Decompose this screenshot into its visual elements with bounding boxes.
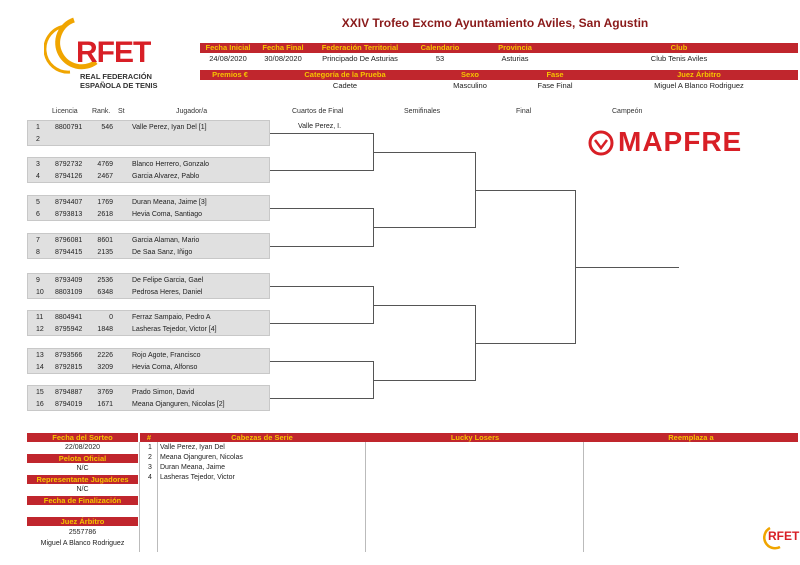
qf-winner-1: Valle Perez, I. — [298, 123, 342, 130]
player-row — [27, 350, 270, 362]
divider — [583, 442, 584, 552]
representante-value: N/C — [76, 486, 89, 493]
player-name: Hevia Coma, Alfonso — [132, 364, 198, 371]
representante-header: Representante Jugadores — [27, 475, 138, 484]
player-licencia: 8800791 — [55, 124, 83, 131]
logo-line2: ESPAÑOLA DE TENIS — [80, 81, 158, 90]
player-licencia: 8794407 — [55, 199, 83, 206]
value-fecha-inicial: 24/08/2020 — [209, 54, 247, 63]
col-campeon: Campeón — [612, 108, 643, 115]
player-rank: 1769 — [97, 199, 113, 206]
value-juez: Miguel A Blanco Rodriguez — [654, 81, 744, 90]
bracket-line — [373, 227, 475, 228]
header-club: Club — [670, 43, 688, 52]
player-rank: 6348 — [97, 289, 113, 296]
player-row — [27, 235, 270, 247]
player-licencia: 8793813 — [55, 211, 83, 218]
info-header-row-2 — [200, 70, 798, 80]
player-licencia: 8792815 — [55, 364, 83, 371]
header-federacion: Federación Territorial — [321, 43, 399, 52]
header-categoria: Categoría de la Prueba — [304, 70, 386, 79]
seed-number: 3 — [148, 464, 152, 471]
player-licencia: 8793566 — [55, 352, 83, 359]
seed-row — [140, 443, 350, 453]
player-name: Lasheras Tejedor, Victor [4] — [132, 326, 217, 333]
seed-name: Lasheras Tejedor, Victor — [160, 474, 235, 481]
player-row — [27, 362, 270, 374]
hash-header: # — [140, 433, 158, 442]
player-name: Valle Perez, Iyan Del [1] — [132, 124, 207, 131]
player-licencia: 8794019 — [55, 401, 83, 408]
juez-header: Juez Árbitro — [27, 517, 138, 526]
player-rank: 0 — [109, 314, 113, 321]
player-licencia: 8803109 — [55, 289, 83, 296]
player-name: Hevia Coma, Santiago — [132, 211, 203, 218]
player-number: 3 — [36, 161, 40, 168]
player-number: 7 — [36, 237, 40, 244]
value-fecha-final: 30/08/2020 — [264, 54, 302, 63]
bracket-line — [575, 267, 679, 268]
juez-name: Miguel A Blanco Rodriguez — [40, 540, 125, 547]
col-jugador: Jugador/a — [176, 108, 208, 115]
player-row — [27, 287, 270, 299]
seed-row — [140, 463, 350, 473]
player-rank: 8601 — [97, 237, 113, 244]
player-row — [27, 197, 270, 209]
header-fase: Fase — [546, 70, 564, 79]
reemplaza-header: Reemplaza a — [584, 433, 798, 442]
player-number: 15 — [36, 389, 44, 396]
player-row — [27, 312, 270, 324]
header-fecha-final: Fecha Final — [262, 43, 304, 52]
small-logo-text: RFET — [768, 529, 800, 543]
bracket-line — [270, 286, 373, 287]
bracket-line — [270, 398, 373, 399]
lucky-header: Lucky Losers — [366, 433, 584, 442]
player-rank: 546 — [101, 124, 113, 131]
mapfre-logo — [588, 128, 783, 160]
player-number: 5 — [36, 199, 40, 206]
seed-row — [140, 453, 350, 463]
bracket-line — [373, 380, 475, 381]
page-title: XXIV Trofeo Excmo Ayuntamiento Aviles, San Agustin — [341, 16, 649, 30]
player-name: Blanco Herrero, Gonzalo — [132, 161, 210, 168]
pelota-header: Pelota Oficial — [27, 454, 138, 463]
player-name: Garcia Alaman, Mario — [132, 237, 200, 244]
bracket-line — [373, 305, 475, 306]
player-rank: 2135 — [97, 249, 113, 256]
player-number: 12 — [36, 326, 44, 333]
player-licencia: 8793409 — [55, 277, 83, 284]
player-number: 4 — [36, 173, 40, 180]
col-cuartos: Cuartos de Final — [292, 108, 344, 115]
player-row — [27, 324, 270, 336]
header-provincia: Provincia — [498, 43, 532, 52]
seed-number: 1 — [148, 444, 152, 451]
player-rank: 3769 — [97, 389, 113, 396]
player-number: 11 — [36, 314, 44, 321]
player-licencia: 8796081 — [55, 237, 83, 244]
player-row — [27, 171, 270, 183]
player-row — [27, 134, 270, 146]
fecha-sorteo-header: Fecha del Sorteo — [27, 433, 138, 442]
seed-number: 2 — [148, 454, 152, 461]
seed-name: Meana Ojanguren, Nicolas — [160, 454, 243, 461]
player-row — [27, 122, 270, 134]
player-row — [27, 159, 270, 171]
seed-name: Valle Perez, Iyan Del — [160, 444, 225, 451]
player-number: 8 — [36, 249, 40, 256]
logo-text: RFET — [76, 36, 151, 69]
juez-id: 2557786 — [68, 529, 97, 536]
player-name: De Felipe Garcia, Gael — [132, 277, 204, 284]
header-premios: Premios € — [212, 70, 248, 79]
divider — [365, 442, 366, 552]
player-name: De Saa Sanz, Iñigo — [132, 249, 193, 256]
player-number: 9 — [36, 277, 40, 284]
player-licencia: 8794126 — [55, 173, 83, 180]
col-rank: Rank. — [92, 108, 111, 115]
player-number: 10 — [36, 289, 44, 296]
value-categoria: Cadete — [332, 81, 358, 90]
value-fase: Fase Final — [537, 81, 573, 90]
player-number: 14 — [36, 364, 44, 371]
fecha-finalizacion-header: Fecha de Finalización — [27, 496, 138, 505]
bracket-line — [270, 361, 373, 362]
sponsor-text: MAPFRE — [618, 126, 743, 157]
value-federacion: Principado De Asturias — [322, 54, 398, 63]
player-number: 16 — [36, 401, 44, 408]
player-rank: 2618 — [97, 211, 113, 218]
seed-name: Duran Meana, Jaime — [160, 464, 225, 471]
cabezas-header: Cabezas de Serie — [158, 433, 366, 442]
seed-row — [140, 473, 350, 483]
player-number: 6 — [36, 211, 40, 218]
player-licencia: 8795942 — [55, 326, 83, 333]
value-calendario: 53 — [435, 54, 445, 63]
player-name: Meana Ojanguren, Nicolas [2] — [132, 401, 225, 408]
player-licencia: 8804941 — [55, 314, 83, 321]
col-semis: Semifinales — [404, 108, 441, 115]
player-name: Prado Simon, David — [132, 389, 195, 396]
header-sexo: Sexo — [461, 70, 479, 79]
value-sexo: Masculino — [453, 81, 487, 90]
info-header-row-1 — [200, 43, 798, 53]
seed-number: 4 — [148, 474, 152, 481]
player-name: Garcia Alvarez, Pablo — [132, 173, 200, 180]
value-provincia: Asturias — [501, 54, 529, 63]
rfet-logo — [44, 12, 184, 94]
bracket-line — [270, 323, 373, 324]
player-number: 2 — [36, 136, 40, 143]
player-rank: 3209 — [97, 364, 113, 371]
bracket-line — [475, 190, 575, 191]
bracket-line — [270, 208, 373, 209]
bracket-line — [475, 343, 575, 344]
logo-line1: REAL FEDERACIÓN — [80, 72, 152, 81]
player-licencia: 8792732 — [55, 161, 83, 168]
value-club: Club Tenis Aviles — [650, 54, 708, 63]
bracket-line — [270, 133, 373, 134]
bracket-line — [270, 170, 373, 171]
player-row — [27, 399, 270, 411]
player-row — [27, 247, 270, 259]
player-name: Rojo Agote, Francisco — [132, 352, 201, 359]
player-name: Ferraz Sampaio, Pedro A — [132, 314, 211, 321]
player-number: 13 — [36, 352, 44, 359]
player-licencia: 8794415 — [55, 249, 83, 256]
fecha-sorteo-value: 22/08/2020 — [64, 444, 101, 451]
col-final: Final — [516, 108, 532, 115]
player-name: Duran Meana, Jaime [3] — [132, 199, 207, 206]
col-st: St — [118, 108, 125, 115]
bracket-line — [270, 246, 373, 247]
header-fecha-inicial: Fecha Inicial — [205, 43, 251, 52]
pelota-value: N/C — [76, 465, 89, 472]
player-rank: 2467 — [97, 173, 113, 180]
col-licencia: Licencia — [52, 108, 78, 115]
player-row — [27, 387, 270, 399]
header-calendario: Calendario — [420, 43, 460, 52]
value-premios — [200, 81, 260, 91]
player-name: Pedrosa Heres, Daniel — [132, 289, 203, 296]
player-rank: 1671 — [97, 401, 113, 408]
rfet-small-logo — [758, 525, 798, 555]
player-rank: 2226 — [97, 352, 113, 359]
player-licencia: 8794887 — [55, 389, 83, 396]
player-rank: 4769 — [97, 161, 113, 168]
player-rank: 2536 — [97, 277, 113, 284]
player-row — [27, 275, 270, 287]
player-number: 1 — [36, 124, 40, 131]
bracket-line — [373, 152, 475, 153]
header-juez: Juez Árbitro — [677, 70, 721, 79]
player-rank: 1848 — [97, 326, 113, 333]
player-row — [27, 209, 270, 221]
